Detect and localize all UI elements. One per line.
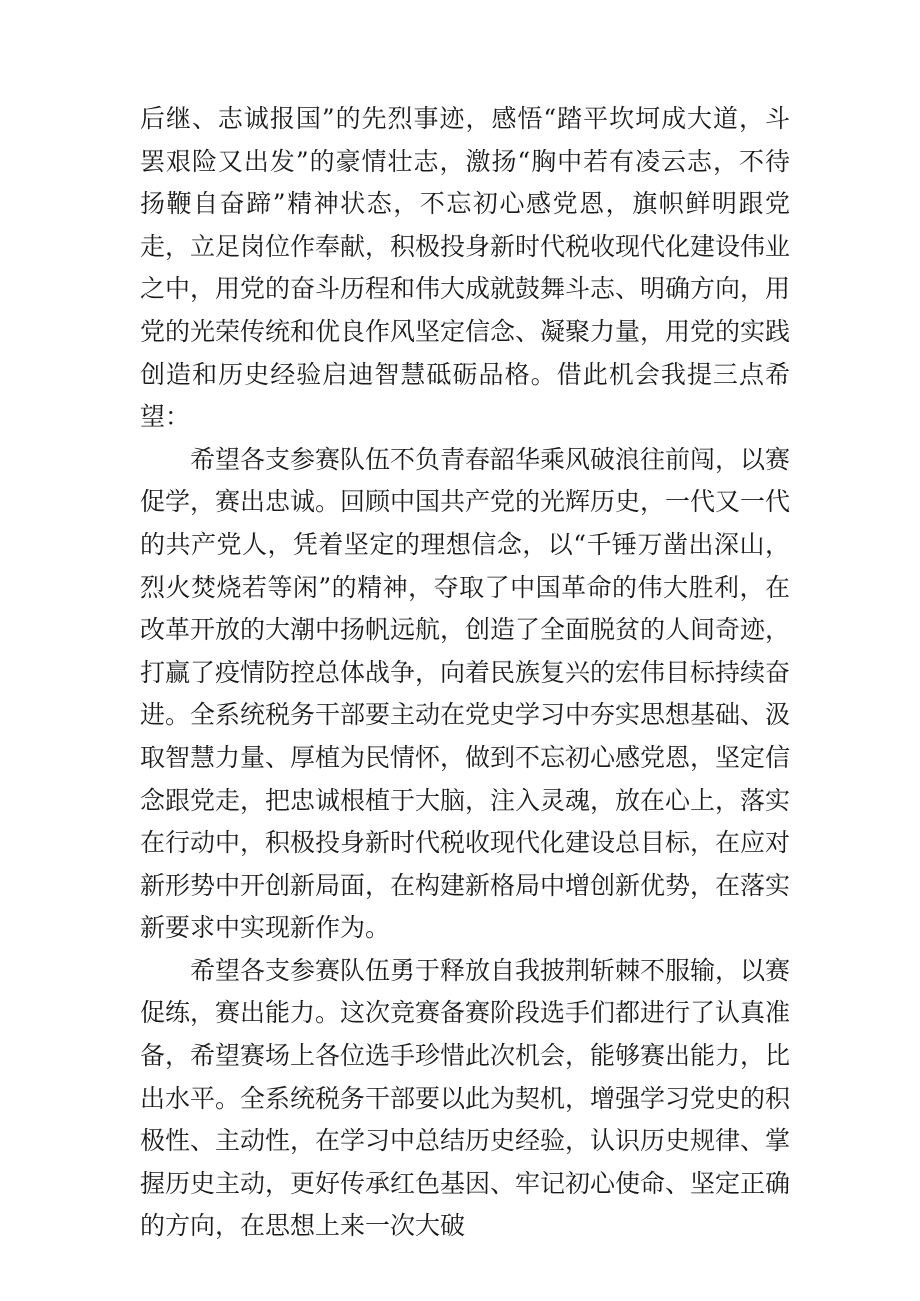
paragraph-hope-loyalty: 希望各支参赛队伍不负青春韶华乘风破浪往前闯，以赛促学，赛出忠诚。回顾中国共产党的光辉历史，一代又一代的共产党人，凭着坚定的理想信念，以“千锤万凿出深山，烈火焚烧若等闲”的精神，夺取了中国革命的伟大胜利，在改革开放的大潮中扬帆远航，创造了全面脱贫的人间奇迹，打赢了疫情防控总体战争，向着民族复兴的宏伟目标持续奋进。全系统税务干部要主动在党史学习中夯实思想基础、汲取智慧力量、厚植为民情怀，做到不忘初心感党恩，坚定信念跟党走，把忠诚根植于大脑，注入灵魂，放在心上，落实在行动中，积极投身新时代税收现代化建设总目标，在应对新形势中开创新局面，在构建新格局中增创新优势，在落实新要求中实现新作为。	[140, 444, 791, 943]
document-body	[140, 98, 790, 1248]
paragraph-hope-ability: 希望各支参赛队伍勇于释放自我披荆斩棘不服输，以赛促练，赛出能力。这次竞赛备赛阶段选手们都进行了认真准备，希望赛场上各位选手珍惜此次机会，能够赛出能力，比出水平。全系统税务干部要以此为契机，增强学习党史的积极性、主动性，在学习中总结历史经验，认识历史规律、掌握历史主动，更好传承红色基因、牢记初心使命、坚定正确的方向，在思想上来一次大破	[140, 955, 791, 1241]
paragraph-continuation: 后继、志诚报国”的先烈事迹，感悟“踏平坎坷成大道，斗罢艰险又出发”的豪情壮志，激扬“胸中若有凌云志，不待扬鞭自奋蹄”精神状态，不忘初心感党恩，旗帜鲜明跟党走，立足岗位作奉献，积极投身新时代税收现代化建设伟业之中，用党的奋斗历程和伟大成就鼓舞斗志、明确方向，用党的光荣传统和优良作风坚定信念、凝聚力量，用党的实践创造和历史经验启迪智慧砥砺品格。借此机会我提三点希望：	[140, 104, 791, 432]
